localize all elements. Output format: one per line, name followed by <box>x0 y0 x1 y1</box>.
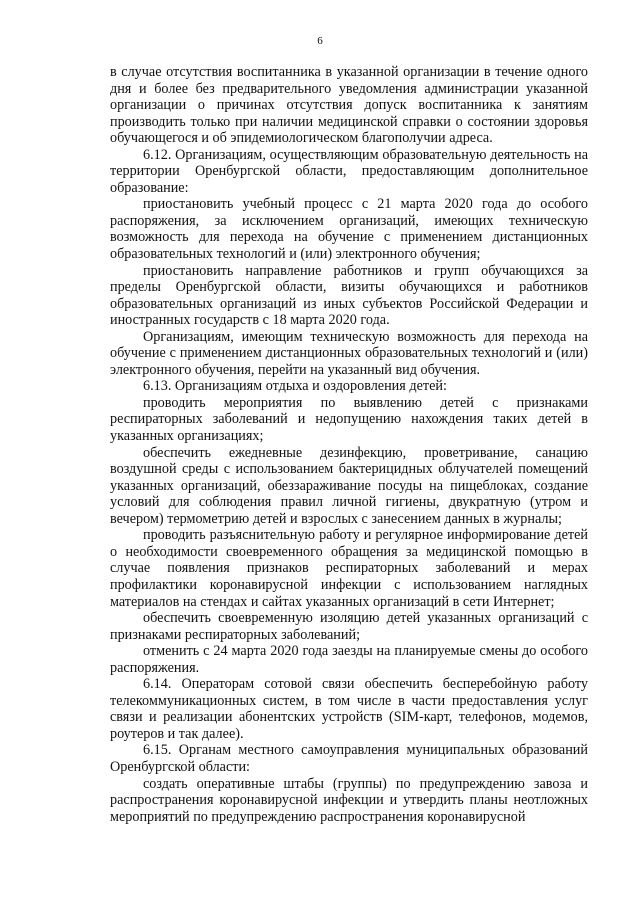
paragraph-12: 6.14. Операторам сотовой связи обеспечить бесперебойную работу телекоммуникационных систем, в том числе в части предоставления услуг связи и реализации абонентских устройств (SIM-карт, телефонов, модемов, роутеров и так далее). <box>110 676 588 742</box>
paragraph-13: 6.15. Органам местного самоуправления муниципальных образований Оренбургской области: <box>110 742 588 775</box>
paragraph-8: обеспечить ежедневные дезинфекцию, проветривание, санацию воздушной среды с использованием бактерицидных облучателей помещений указанных организаций, обеззараживание посуды на пищеблоках, создание условий для соблюдения правил личной гигиены, двукратную (утром и вечером) термометрию детей и взрослых с занесением данных в журналы; <box>110 444 588 527</box>
paragraph-5: Организациям, имеющим техническую возможность для перехода на обучение с применением дистанционных образовательных технологий и (или) электронного обучения, перейти на указанный вид обучения. <box>110 328 588 378</box>
paragraph-11: отменить с 24 марта 2020 года заезды на планируемые смены до особого распоряжения. <box>110 643 588 676</box>
paragraph-4: приостановить направление работников и групп обучающихся за пределы Оренбургской области, визиты обучающихся и работников образовательных организаций из иных субъектов Российской Федерации и иностранных государств с 18 марта 2020 года. <box>110 262 588 329</box>
paragraph-6: 6.13. Организациям отдыха и оздоровления детей: <box>143 378 447 395</box>
paragraph-3: приостановить учебный процесс с 21 марта 2020 года до особого распоряжения, за исключением организаций, имеющих техническую возможность для перехода на обучение с применением дистанционных образовательных технологий и (или) электронного обучения; <box>110 196 588 263</box>
paragraph-14: создать оперативные штабы (группы) по предупреждению завоза и распространения коронавирусной инфекции и утвердить планы неотложных мероприятий по предупреждению распространения коронавирусной <box>110 775 588 825</box>
document-body <box>110 64 588 825</box>
paragraph-7: проводить мероприятия по выявлению детей с признаками респираторных заболеваний и недопущению нахождения таких детей в указанных организациях; <box>110 394 588 445</box>
paragraph-2: 6.12. Организациям, осуществляющим образовательную деятельность на территории Оренбургской области, предоставляющим дополнительное образование: <box>110 146 588 196</box>
page-number: 6 <box>317 35 323 47</box>
paragraph-10: обеспечить своевременную изоляцию детей указанных организаций с признаками респираторных заболеваний; <box>110 610 588 643</box>
paragraph-9: проводить разъяснительную работу и регулярное информирование детей о необходимости своевременного обращения за медицинской помощью в случае появления признаков респираторных заболеваний и мерах профилактики коронавирусной инфекции с использованием наглядных материалов на стендах и сайтах указанных организаций в сети Интернет; <box>110 527 588 610</box>
paragraph-1: в случае отсутствия воспитанника в указанной организации в течение одного дня и более без предварительного уведомления администрации указанной организации о причинах отсутствия допуск воспитанника к занятиям производить только при наличии медицинской справки о состоянии здоровья обучающегося и об эпидемиологическом благополучии адреса. <box>110 64 588 147</box>
